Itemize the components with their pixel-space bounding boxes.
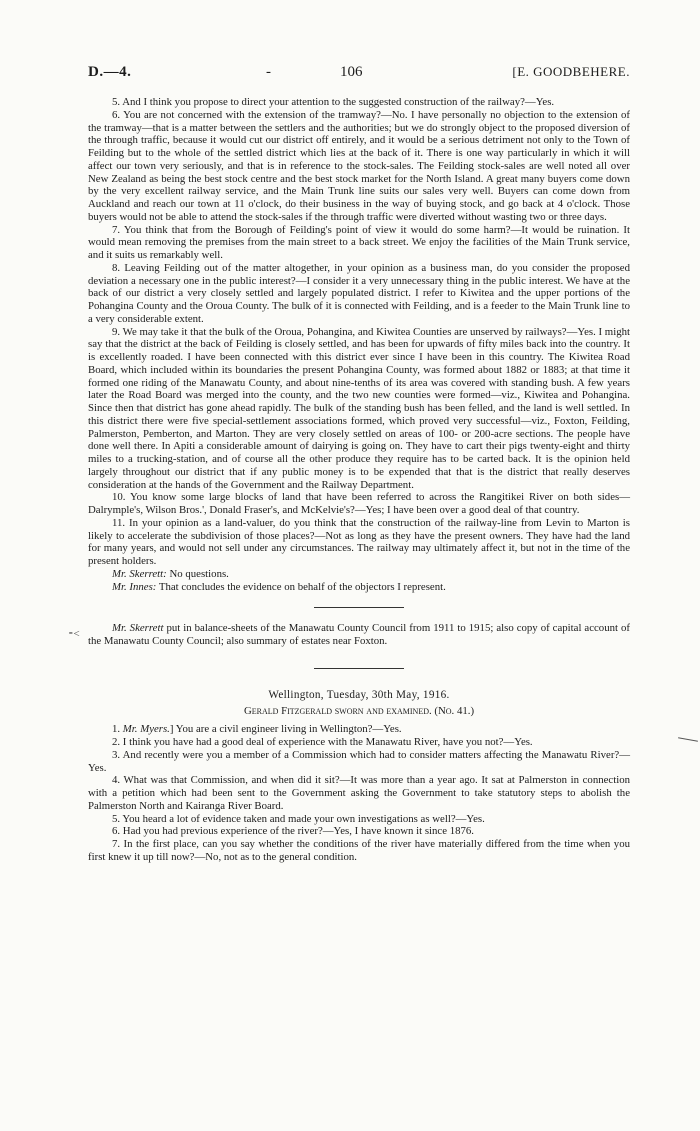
paragraph-q6: 6. You are not concerned with the extension of the tramway?—No. I have personally no objection to the extension of the tramway—that is a matter between the settlers and the authorities; but we do strongly object to the proposed diversion of the through traffic, because it would cut our district off entirely, and it would be a serious detriment not only to the Town of Feilding but to the whole of the settled district which lies at the back of it. There is one way particularly in which it will affect our town very seriously, and that is in reference to the stock-sales. The Feilding stock-sales are well noted all over New Zealand as being the best stock centre and the best stock market for the North Island. A great many buyers come down by the very excellent railway service, and the Main Trunk line suits our sales very well. Buyers can come down from Auckland and reach our town at 11 o'clock, do their business in the way of buying stock, and go back at 4 o'clock. Those buyers would not be able to attend the stock-sales if the through traffic were diverted without wasting two or three days. <box>88 108 630 223</box>
document-reference: D.—4. <box>88 64 132 80</box>
margin-annotation-stroke <box>678 737 698 741</box>
margin-annotation-mark: ⁃˂ <box>68 628 80 640</box>
paragraph-q7: 7. You think that from the Borough of Feilding's point of view it would do some harm?—It would be ruination. It would mean removing the premises from the main street to a back street. We enjoy the facilities of the Main Trunk service, and it suits us remarkably well. <box>88 223 630 261</box>
question-number: 1. <box>112 723 123 736</box>
question-text: ] You are a civil engineer living in Wellington?—Yes. <box>169 723 402 736</box>
put-in-paragraph <box>88 622 630 648</box>
page-header <box>88 64 630 86</box>
paragraph-q2: 2. I think you have had a good deal of experience with the Manawatu River, have you not?—Yes. <box>112 736 533 748</box>
paragraph-q10: 10. You know some large blocks of land that have been referred to across the Rangitikei River on both sides—Dalrymple's, Wilson Bros.', Donald Fraser's, and McKelvie's?—Yes; I have been over a good deal of that country. <box>88 491 630 516</box>
session-heading: Wellington, Tuesday, 30th May, 1916. <box>268 688 450 701</box>
paragraph-q6b: 6. Had you had previous experience of the river?—Yes, I have known it since 1876. <box>112 825 475 838</box>
examiner-name: Mr. Myers. <box>122 723 170 736</box>
document-body <box>88 96 630 864</box>
witness-heading: Gerald Fitzgerald sworn and examined. (No. 41.) <box>243 704 475 717</box>
speaker-name: Mr. Innes: <box>112 580 157 593</box>
header-dash: - <box>266 64 271 80</box>
speaker-text: No questions. <box>166 567 229 580</box>
paragraph-q8: 8. Leaving Feilding out of the matter altogether, in your opinion as a business man, do you consider the proposed deviation a necessary one in the public interest?—I consider it a very unnecessary thing in the public interest. We have at the back of our district a very closely settled and largely populated district. I refer to Kiwitea and the upper portions of the Pohangina County and the Oroua County. The bulk of it is connected with Feilding, and is a feeder to the Main Trunk line to a very considerable extent. <box>88 261 630 325</box>
paragraph-q1 <box>88 723 630 736</box>
speaker-line-skerrett <box>88 568 630 581</box>
paragraph-q11: 11. In your opinion as a land-valuer, do you think that the construction of the railway-line from Levin to Marton is likely to accelerate the subdivision of those places?—Not as long as they have the present owners. They have had the land for many years, and would not sell under any circumstances. The railway may ultimately affect it, but not in the time of the present holders. <box>88 516 630 567</box>
section-divider <box>314 607 404 608</box>
paragraph-q9: 9. We may take it that the bulk of the Oroua, Pohangina, and Kiwitea Counties are unserved by railways?—Yes. I might say that the district at the back of Feilding is closely settled, and has been for upwards of fifty miles back into the country. It is excellently roaded. I have been connected with this district ever since I have been in this country. The Kiwitea Road Board, which included within its boundaries the present Pohangina County, was formed about 1882 or 1883; at that time it formed one riding of the Manawatu County, and about nine-tenths of its area was covered with standing bush. A few years later the Road Board was merged into the county, and the two new counties were formed—viz., Kiwitea and Pohangina. Since then that district has gone ahead rapidly. The bulk of the standing bush has been felled, and the land is well settled. In this district there were five special-settlement associations formed, which proved very successful—viz., Foxton, Feilding, Palmerston, Pemberton, and Marton. They are very closely settled on areas of 100- or 200-acre sections. The people have done well there. In Apiti a considerable amount of dairying is going on. They have to cart their pigs twenty-eight and thirty miles to a trucking-station, and of course all the other produce they require has to be carted back. It is the opinion held largely throughout our district that if any public money is to be expended that that is the district that really deserves consideration at the hands of the Government and the Railway Department. <box>88 325 630 491</box>
paragraph-q7b: 7. In the first place, can you say whether the conditions of the river have materially differed from the time when you first knew it up till now?—No, not as to the general condition. <box>88 838 630 863</box>
paragraph-q5: 5. And I think you propose to direct your attention to the suggested construction of the railway?—Yes. <box>112 96 555 108</box>
put-in-text: put in balance-sheets of the Manawatu County Council from 1911 to 1915; also copy of capital account of the Manawatu County Council; also summary of estates near Foxton. <box>88 622 630 647</box>
paragraph-q5b: 5. You heard a lot of evidence taken and made your own investigations as well?—Yes. <box>112 812 485 825</box>
paragraph-q4: 4. What was that Commission, and when did it sit?—It was more than a year ago. It sat at Palmerston in connection with a petition which had been sent to the Government asking the Government to take statutory steps to abolish the Palmerston North and Kairanga River Board. <box>88 774 630 812</box>
witness-name-header: [E. GOODBEHERE. <box>512 64 630 79</box>
section-divider <box>314 668 404 669</box>
paragraph-q3: 3. And recently were you a member of a Commission which had to consider matters affecting the Manawatu River?—Yes. <box>88 748 630 774</box>
page-number: 106 <box>340 64 363 80</box>
put-in-speaker: Mr. Skerrett <box>112 622 164 635</box>
speaker-line-innes <box>88 581 630 594</box>
speaker-name: Mr. Skerrett: <box>112 567 167 580</box>
speaker-text: That concludes the evidence on behalf of the objectors I represent. <box>156 580 446 593</box>
